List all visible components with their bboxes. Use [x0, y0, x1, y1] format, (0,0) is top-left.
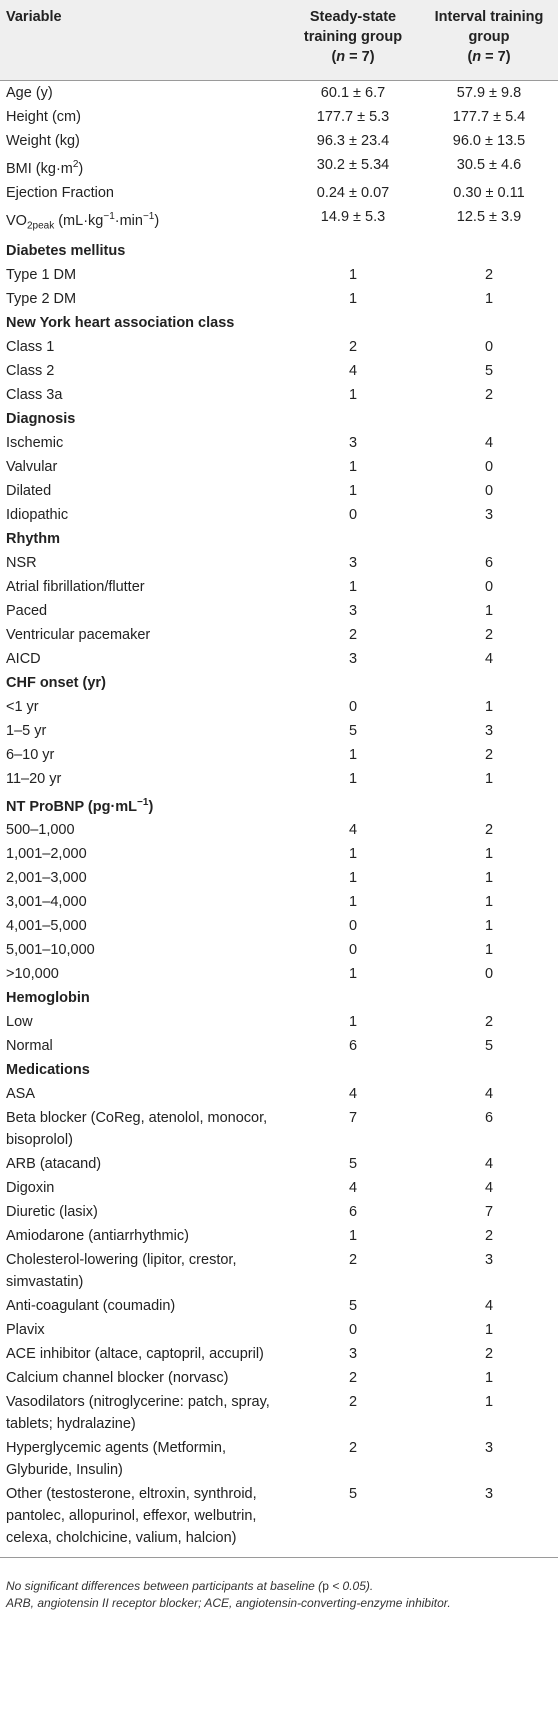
table-row: [0, 841, 558, 865]
row-label: 1–5 yr: [6, 722, 47, 739]
steady-state-value: 7: [348, 1110, 358, 1127]
table-row: [0, 358, 558, 382]
table-body: [0, 80, 558, 1553]
steady-state-value: 1: [348, 770, 358, 787]
table-row: [0, 1247, 558, 1293]
row-label: 1,001–2,000: [6, 846, 87, 863]
table-row: [0, 961, 558, 985]
row-label: Height (cm): [6, 109, 81, 125]
interval-value: 7: [484, 1204, 494, 1221]
steady-state-value: 1: [348, 266, 358, 283]
steady-state-value: 1: [348, 290, 358, 307]
row-label: Class 1: [6, 338, 55, 355]
row-label: Amiodarone (antiarrhythmic): [6, 1228, 189, 1245]
header-steady-state: Steady-state training group (n = 7): [303, 9, 403, 65]
table-row: [0, 622, 558, 646]
interval-value: 1: [484, 1322, 494, 1339]
table-row: [0, 262, 558, 286]
section-heading-row: [0, 238, 558, 262]
row-label: Type 2 DM: [6, 290, 77, 307]
header-variable: Variable: [6, 9, 62, 25]
steady-state-value: 3: [348, 434, 358, 451]
table-row: [0, 646, 558, 670]
table-row: [0, 180, 558, 204]
steady-state-value: 0: [348, 506, 358, 523]
table-row: [0, 1033, 558, 1057]
section-heading-row: [0, 670, 558, 694]
interval-value: 0: [484, 966, 494, 983]
interval-value: 2: [484, 1014, 494, 1031]
row-label: Dilated: [6, 482, 52, 499]
steady-state-value: 3: [348, 554, 358, 571]
interval-value: 1: [484, 918, 494, 935]
interval-value: 4: [484, 1180, 494, 1197]
interval-value: 2: [484, 1228, 494, 1245]
row-label: Paced: [6, 602, 48, 619]
row-label: Cholesterol-lowering (lipitor, crestor, simvastatin): [6, 1252, 237, 1291]
interval-value: 0: [484, 338, 494, 355]
table-footnotes: [0, 1578, 558, 1612]
section-heading: Diabetes mellitus: [6, 242, 126, 259]
steady-state-value: 5: [348, 1486, 358, 1503]
section-heading: Diagnosis: [6, 410, 76, 427]
section-heading-row: [0, 406, 558, 430]
table-row: [0, 1341, 558, 1365]
interval-value: 96.0 ± 13.5: [452, 133, 526, 149]
row-label: Ejection Fraction: [6, 184, 114, 201]
interval-value: 6: [484, 1110, 494, 1127]
header-interval: Interval training group (n = 7): [434, 9, 544, 65]
steady-state-value: 1: [348, 746, 358, 763]
section-heading-row: [0, 985, 558, 1009]
steady-state-value: 3: [348, 602, 358, 619]
section-heading-row: [0, 1057, 558, 1081]
table-row: [0, 718, 558, 742]
row-label: NSR: [6, 554, 37, 571]
steady-state-value: 177.7 ± 5.3: [316, 109, 390, 125]
footnote-abbreviations: ARB, angiotensin II receptor blocker; ACE, angiotensin-converting-enzyme inhibitor.: [6, 1596, 451, 1610]
steady-state-value: 1: [348, 1228, 358, 1245]
interval-value: 1: [484, 770, 494, 787]
interval-value: 3: [484, 1440, 494, 1457]
table-row: [0, 865, 558, 889]
row-label: BMI $(kg\cdot m^2)$: [6, 159, 84, 177]
steady-state-value: 4: [348, 1086, 358, 1103]
table-row: [0, 478, 558, 502]
row-label: Atrial fibrillation/flutter: [6, 578, 145, 595]
row-label: $VO_{2peak}$ $(mL\cdot kg^{-1}\cdot\min^{-1})$: [6, 210, 160, 232]
row-label: Idiopathic: [6, 506, 69, 523]
row-label: 2,001–3,000: [6, 870, 87, 887]
table-row: [0, 1317, 558, 1341]
steady-state-value: 14.9 ± 5.3: [320, 208, 386, 225]
row-label: Ischemic: [6, 434, 64, 451]
steady-state-value: 5: [348, 1298, 358, 1315]
steady-state-value: 1: [348, 846, 358, 863]
interval-value: 4: [484, 650, 494, 667]
row-label: 5,001–10,000: [6, 942, 95, 959]
table-row: [0, 1151, 558, 1175]
table-row: [0, 1293, 558, 1317]
table-row: [0, 334, 558, 358]
row-label: Weight (kg): [6, 133, 80, 149]
table-row: [0, 430, 558, 454]
table-row: [0, 502, 558, 526]
interval-value: 4: [484, 1086, 494, 1103]
section-heading: Medications: [6, 1062, 90, 1079]
row-label: Beta blocker (CoReg, atenolol, monocor, bisoprolol): [6, 1110, 268, 1149]
steady-state-value: 0: [348, 1322, 358, 1339]
steady-state-value: 2: [348, 1252, 358, 1269]
interval-value: 2: [484, 822, 494, 839]
interval-value: 3: [484, 1252, 494, 1269]
steady-state-value: 0.24 ± 0.07: [316, 184, 390, 201]
table-row: [0, 598, 558, 622]
section-heading: Hemoglobin: [6, 990, 90, 1007]
table-row: [0, 574, 558, 598]
row-label: Other (testosterone, eltroxin, synthroid, pantolec, allopurinol, effexor, welbutrin, celexa, cholchicine, valium, halcion): [6, 1486, 257, 1547]
row-label: 11–20 yr: [6, 770, 62, 787]
section-heading-row: [0, 526, 558, 550]
row-label: Low: [6, 1014, 33, 1031]
row-label: ACE inhibitor (altace, captopril, accupril): [6, 1346, 264, 1363]
table-row: [0, 1481, 558, 1553]
steady-state-value: 2: [348, 338, 358, 355]
steady-state-value: 5: [348, 722, 358, 739]
interval-value: 0: [484, 482, 494, 499]
row-label: Valvular: [6, 458, 58, 475]
steady-state-value: 1: [348, 966, 358, 983]
row-label: Hyperglycemic agents (Metformin, Glyburide, Insulin): [6, 1440, 226, 1479]
row-label: ARB (atacand): [6, 1156, 102, 1173]
steady-state-value: 0: [348, 918, 358, 935]
header-row: [0, 0, 558, 80]
steady-state-value: 4: [348, 1180, 358, 1197]
row-label: Digoxin: [6, 1180, 55, 1197]
section-heading-row: [0, 790, 558, 818]
table-row: [0, 1105, 558, 1151]
bottom-rule: [0, 1557, 558, 1558]
row-label: Type 1 DM: [6, 266, 77, 283]
table-row: [0, 937, 558, 961]
footnote-significance: No significant differences between participants at baseline (p < 0.05).: [6, 1579, 374, 1593]
row-label: 500–1,000: [6, 822, 75, 839]
interval-value: 0.30 ± 0.11: [453, 184, 525, 201]
steady-state-value: 2: [348, 1394, 358, 1411]
interval-value: 1: [484, 290, 494, 307]
row-label: ASA: [6, 1086, 36, 1103]
row-label: Diuretic (lasix): [6, 1204, 98, 1221]
interval-value: 12.5 ± 3.9: [456, 208, 522, 225]
interval-value: 6: [484, 554, 494, 571]
table-row: [0, 454, 558, 478]
steady-state-value: 2: [348, 626, 358, 643]
table-row: [0, 1435, 558, 1481]
row-label: Vasodilators (nitroglycerine: patch, spray, tablets; hydralazine): [6, 1394, 270, 1433]
interval-value: 2: [484, 746, 494, 763]
steady-state-value: 30.2 ± 5.34: [316, 157, 390, 173]
steady-state-value: 60.1 ± 6.7: [320, 85, 386, 101]
row-label: >10,000: [6, 966, 59, 983]
section-heading: CHF onset (yr): [6, 674, 106, 691]
row-label: 6–10 yr: [6, 746, 55, 763]
steady-state-value: 4: [348, 362, 358, 379]
interval-value: 4: [484, 1156, 494, 1173]
section-heading: NT ProBNP $(pg\cdot mL^{-1})$: [6, 796, 154, 815]
row-label: Age (y): [6, 85, 53, 101]
table-row: [0, 1223, 558, 1247]
interval-value: 3: [484, 506, 494, 523]
interval-value: 4: [484, 1298, 494, 1315]
interval-value: 1: [484, 1370, 494, 1387]
interval-value: 5: [484, 362, 494, 379]
interval-value: 1: [484, 602, 494, 619]
interval-value: 1: [484, 1394, 494, 1411]
steady-state-value: 1: [348, 1014, 358, 1031]
steady-state-value: 1: [348, 894, 358, 911]
table-row: [0, 1009, 558, 1033]
header-rule: [0, 80, 558, 81]
interval-value: 1: [484, 870, 494, 887]
steady-state-value: 5: [348, 1156, 358, 1173]
steady-state-value: 3: [348, 1346, 358, 1363]
interval-value: 2: [484, 1346, 494, 1363]
interval-value: 177.7 ± 5.4: [452, 109, 526, 125]
interval-value: 1: [484, 846, 494, 863]
row-label: AICD: [6, 650, 41, 667]
interval-value: 57.9 ± 9.8: [456, 85, 522, 101]
table-row: [0, 104, 558, 128]
table-row: [0, 80, 558, 104]
steady-state-value: 2: [348, 1440, 358, 1457]
table-row: [0, 128, 558, 152]
interval-value: 3: [484, 722, 494, 739]
table-row: [0, 1175, 558, 1199]
table-row: [0, 1199, 558, 1223]
row-label: Plavix: [6, 1322, 45, 1339]
steady-state-value: 2: [348, 1370, 358, 1387]
interval-value: 2: [484, 626, 494, 643]
interval-value: 5: [484, 1038, 494, 1055]
table-row: [0, 817, 558, 841]
steady-state-value: 3: [348, 650, 358, 667]
table-row: [0, 889, 558, 913]
table-row: [0, 152, 558, 180]
table-row: [0, 913, 558, 937]
steady-state-value: 0: [348, 942, 358, 959]
section-heading: New York heart association class: [6, 314, 235, 331]
table-row: [0, 204, 558, 238]
table-row: [0, 382, 558, 406]
row-label: Normal: [6, 1038, 53, 1055]
table-row: [0, 766, 558, 790]
steady-state-value: 1: [348, 458, 358, 475]
section-heading-row: [0, 310, 558, 334]
row-label: Class 3a: [6, 386, 63, 403]
interval-value: 0: [484, 458, 494, 475]
steady-state-value: 0: [348, 698, 358, 715]
steady-state-value: 6: [348, 1204, 358, 1221]
table-row: [0, 742, 558, 766]
interval-value: 2: [484, 266, 494, 283]
row-label: 4,001–5,000: [6, 918, 87, 935]
steady-state-value: 1: [348, 870, 358, 887]
interval-value: 4: [484, 434, 494, 451]
steady-state-value: 1: [348, 482, 358, 499]
interval-value: 1: [484, 894, 494, 911]
steady-state-value: 1: [348, 578, 358, 595]
table-row: [0, 1389, 558, 1435]
interval-value: 2: [484, 386, 494, 403]
steady-state-value: 4: [348, 822, 358, 839]
interval-value: 0: [484, 578, 494, 595]
steady-state-value: 96.3 ± 23.4: [316, 133, 390, 149]
row-label: Anti-coagulant (coumadin): [6, 1298, 176, 1315]
row-label: 3,001–4,000: [6, 894, 87, 911]
row-label: Ventricular pacemaker: [6, 626, 151, 643]
table-row: [0, 550, 558, 574]
interval-value: 30.5 ± 4.6: [456, 157, 522, 173]
section-heading: Rhythm: [6, 530, 60, 547]
row-label: Class 2: [6, 362, 55, 379]
table-row: [0, 694, 558, 718]
row-label: <1 yr: [6, 698, 39, 715]
interval-value: 1: [484, 698, 494, 715]
steady-state-value: 1: [348, 386, 358, 403]
interval-value: 1: [484, 942, 494, 959]
table-row: [0, 1365, 558, 1389]
table-row: [0, 1081, 558, 1105]
row-label: Calcium channel blocker (norvasc): [6, 1370, 229, 1387]
interval-value: 3: [484, 1486, 494, 1503]
steady-state-value: 6: [348, 1038, 358, 1055]
table-row: [0, 286, 558, 310]
